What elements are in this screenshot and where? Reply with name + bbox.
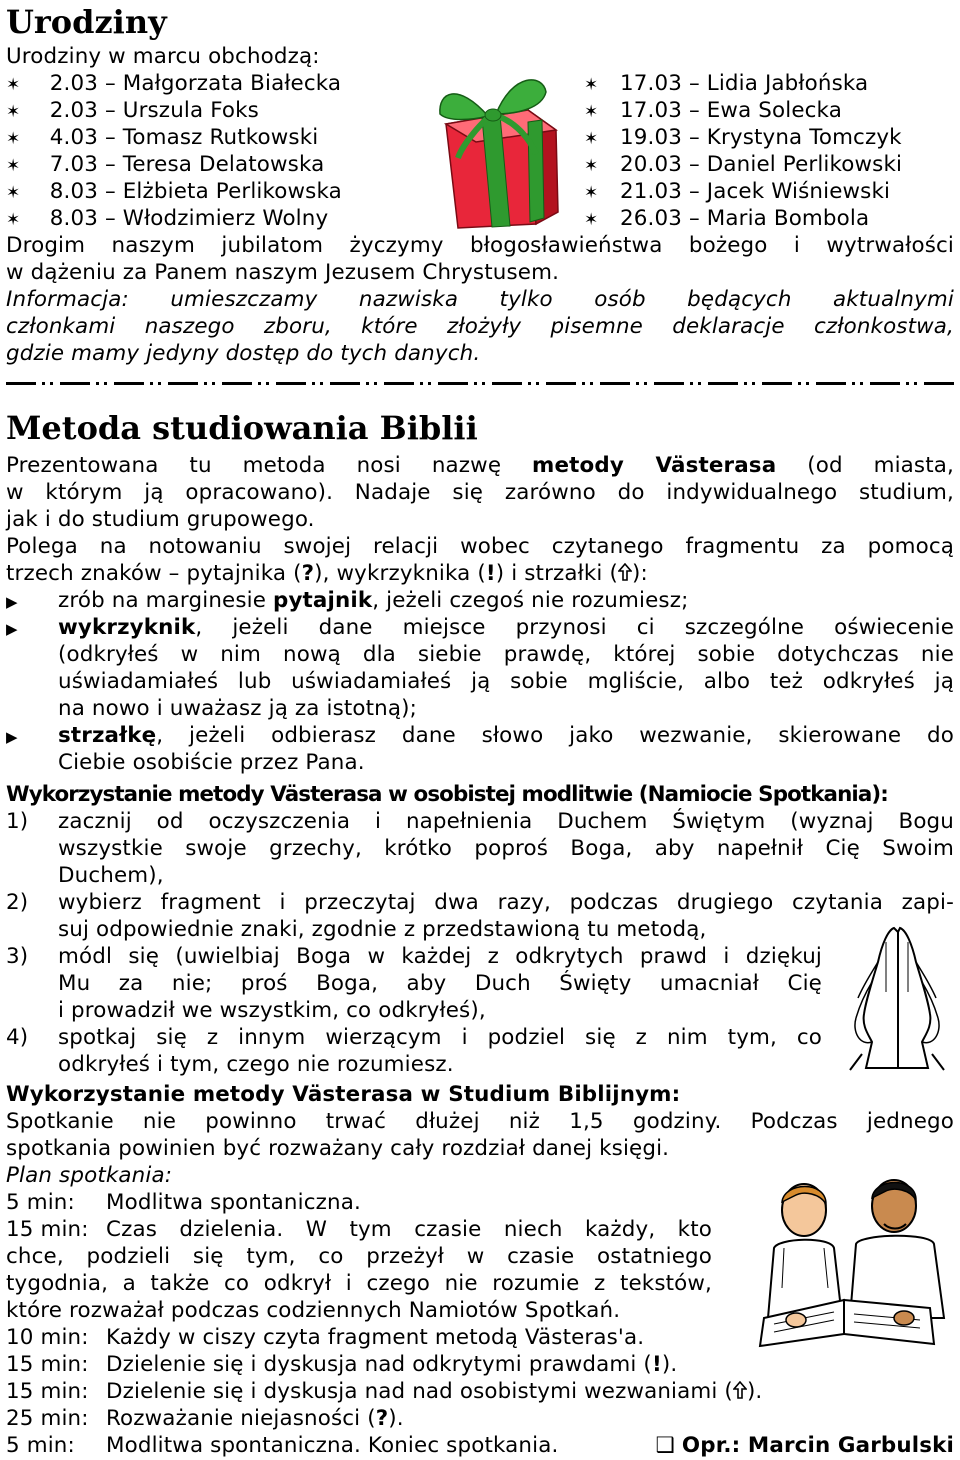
birthday-name: Elżbieta Perlikowska (122, 179, 342, 204)
birthday-date: 26.03 (620, 206, 682, 231)
birthday-name: Maria Bombola (706, 206, 870, 231)
divider-dot (636, 382, 639, 385)
divider-dot (698, 382, 701, 385)
dash: – (688, 179, 700, 204)
birthday-entry (584, 71, 868, 99)
birthdays-intro: Urodziny w marcu obchodzą: (6, 44, 320, 69)
step-line: i prowadził we wszystkim, co odkryłeś), (58, 998, 486, 1023)
dash: – (688, 98, 700, 123)
dash: – (688, 152, 700, 177)
method-paragraph (6, 561, 648, 588)
birthday-entry (6, 206, 328, 234)
text: Prezentowana tu metoda nosi nazwę (6, 453, 533, 478)
divider-dot (528, 382, 531, 385)
step-number: 2) (6, 890, 29, 915)
step-line: módl się (uwielbiaj Boga w każdej z odkrytych prawd i dziękuj (58, 944, 822, 969)
divider-dot (374, 382, 377, 385)
text: , jeżeli dane miejsce przynosi ci szczególne oświecenie (195, 615, 954, 640)
divider-dot (212, 382, 215, 385)
divider-dot (690, 382, 693, 385)
bold-term: strzałkę (58, 723, 157, 748)
plan-text: ). (661, 1352, 678, 1377)
step-number: 1) (6, 809, 29, 834)
birthday-date: 19.03 (620, 125, 682, 150)
step-line: wszystkie swoje grzechy, krótko poproś Boga, aby napełnił Cię Swoim (58, 836, 954, 861)
dash: – (104, 71, 116, 96)
birthday-name: Małgorzata Białecka (122, 71, 342, 96)
divider-dot (312, 382, 315, 385)
divider-dash (6, 382, 36, 385)
birthday-entry (6, 152, 324, 180)
triangle-right-icon: ▶ (6, 728, 18, 746)
plan-item (6, 1352, 677, 1379)
dash: – (104, 125, 116, 150)
bullet-continuation: (odkryłeś w nim nową dla siebie prawdę, której sobie dotychczas nie (58, 642, 954, 667)
divider-dot (590, 382, 593, 385)
divider-dot (860, 382, 863, 385)
bold-term: pytajnik (272, 588, 373, 613)
birthday-entry (584, 152, 902, 180)
divider-dot (744, 382, 747, 385)
plan-heading: Plan spotkania: (6, 1163, 173, 1188)
divider-dot (42, 382, 45, 385)
step-number: 3) (6, 944, 29, 969)
divider-dash (924, 382, 954, 385)
divider-dot (644, 382, 647, 385)
divider-dash (384, 382, 414, 385)
divider-dot (798, 382, 801, 385)
birthday-entry (6, 125, 318, 153)
wishes-line: Drogim naszym jubilatom życzymy błogosławieństwa bożego i wytrwałości (6, 233, 954, 258)
plan-time: 15 min: (6, 1217, 89, 1242)
divider-dot (582, 382, 585, 385)
birthday-entry (584, 98, 842, 126)
plan-text: Dzielenie się i dyskusja nad odkrytymi prawdami ( (106, 1352, 652, 1377)
dash: – (104, 206, 116, 231)
dash: – (688, 206, 700, 231)
divider-dot (914, 382, 917, 385)
divider-dash (600, 382, 630, 385)
birthday-name: Krystyna Tomczyk (706, 125, 902, 150)
text: trzech znaków – pytajnika ( (6, 561, 302, 586)
divider-dot (50, 382, 53, 385)
divider-dash (114, 382, 144, 385)
plan-item (6, 1217, 106, 1244)
star-icon: ✶ (6, 102, 21, 122)
text: , jeżeli czegoś nie rozumiesz; (372, 588, 689, 613)
section-divider (6, 379, 954, 387)
plan-time: 15 min: (6, 1352, 89, 1377)
bullet-item (6, 615, 954, 643)
birthday-name: Jacek Wiśniewski (706, 179, 891, 204)
section-heading: Wykorzystanie metody Västerasa w osobistej modlitwie (Namiocie Spotkania): (6, 782, 888, 807)
divider-dash (708, 382, 738, 385)
praying-hands-icon (842, 922, 954, 1072)
birthday-entry (6, 71, 341, 99)
triangle-right-icon: ▶ (6, 620, 18, 638)
plan-text: ). (746, 1379, 763, 1404)
star-icon: ✶ (584, 210, 599, 230)
divider-dot (420, 382, 423, 385)
info-line: członkami naszego zboru, które złożyły pisemne deklaracje członkostwa, (6, 314, 954, 339)
birthday-date: 2.03 (49, 71, 98, 96)
study-line: spotkania powinien być rozważany cały rozdział danej księgi. (6, 1136, 670, 1161)
birthday-date: 17.03 (620, 71, 682, 96)
birthday-entry (6, 179, 342, 207)
bullet-item (6, 723, 954, 751)
readers-icon (734, 1168, 954, 1353)
text: ) i strzałki ( (495, 561, 618, 586)
text: , jeżeli odbierasz dane słowo jako wezwanie, skierowane do (156, 723, 954, 748)
text: (od miasta, (776, 453, 954, 478)
birthday-date: 8.03 (49, 206, 98, 231)
divider-dash (222, 382, 252, 385)
plan-time: 5 min: (6, 1190, 75, 1215)
divider-dot (158, 382, 161, 385)
divider-dot (204, 382, 207, 385)
divider-dash (492, 382, 522, 385)
step-line: Mu za nie; proś Boga, aby Duch Święty umacniał Cię (58, 971, 822, 996)
birthday-entry (6, 98, 259, 126)
gift-icon (418, 62, 568, 232)
up-arrow-icon (733, 1381, 747, 1399)
plan-time: 25 min: (6, 1406, 89, 1431)
text: ): (631, 561, 648, 586)
step-line: odkryłeś i tym, czego nie rozumiesz. (58, 1052, 454, 1077)
plan-time: 5 min: (6, 1433, 75, 1458)
birthday-date: 2.03 (49, 98, 98, 123)
divider-dot (806, 382, 809, 385)
triangle-right-icon: ▶ (6, 593, 18, 611)
birthday-date: 4.03 (49, 125, 98, 150)
bullet-continuation: Ciebie osobiście przez Pana. (58, 750, 365, 775)
question-mark: ? (301, 561, 315, 586)
divider-dash (546, 382, 576, 385)
divider-dot (266, 382, 269, 385)
divider-dot (320, 382, 323, 385)
divider-dot (474, 382, 477, 385)
birthday-date: 17.03 (620, 98, 682, 123)
birthday-entry (584, 125, 902, 153)
star-icon: ✶ (6, 75, 21, 95)
divider-dash (762, 382, 792, 385)
birthday-date: 21.03 (620, 179, 682, 204)
method-paragraph: w którym ją opracowano). Nadaje się zarówno do indywidualnego studium, (6, 480, 954, 505)
author-name: Opr.: Marcin Garbulski (681, 1433, 954, 1458)
dash: – (104, 179, 116, 204)
divider-dot (258, 382, 261, 385)
star-icon: ✶ (584, 183, 599, 203)
dash: – (688, 71, 700, 96)
divider-dash (816, 382, 846, 385)
birthday-date: 8.03 (49, 179, 98, 204)
star-icon: ✶ (584, 75, 599, 95)
section-heading: Wykorzystanie metody Västerasa w Studium Biblijnym: (6, 1082, 681, 1107)
birthday-name: Włodzimierz Wolny (122, 206, 329, 231)
step-number: 4) (6, 1025, 29, 1050)
plan-item (6, 1379, 762, 1406)
bold-term: wykrzyknik (58, 615, 196, 640)
plan-text: tygodnia, a także co odkrył i czego nie rozumie z tekstów, (6, 1271, 712, 1296)
divider-dash (654, 382, 684, 385)
birthday-entry (584, 179, 890, 207)
birthday-date: 7.03 (49, 152, 98, 177)
plan-item (6, 1433, 558, 1460)
method-paragraph: jak i do studium grupowego. (6, 507, 315, 532)
plan-text: Modlitwa spontaniczna. (106, 1190, 361, 1215)
star-icon: ✶ (584, 102, 599, 122)
birthday-name: Teresa Delatowska (122, 152, 325, 177)
plan-text: Rozważanie niejasności ( (106, 1406, 376, 1431)
text: ), wykrzyknika ( (314, 561, 486, 586)
method-paragraph (6, 453, 954, 480)
step-line: Duchem), (58, 863, 164, 888)
bullet-continuation: na nowo i uważasz ją za istotną); (58, 696, 418, 721)
divider-dash (168, 382, 198, 385)
wishes-line: w dążeniu za Panem naszym Jezusem Chrystusem. (6, 260, 560, 285)
divider-dot (536, 382, 539, 385)
divider-dot (428, 382, 431, 385)
plan-item (6, 1325, 644, 1352)
bullet-item (6, 588, 688, 616)
divider-dot (150, 382, 153, 385)
step-line: suj odpowiednie znaki, zgodnie z przedstawioną tu metodą, (58, 917, 707, 942)
info-line: Informacja: umieszczamy nazwiska tylko osób będących aktualnymi (6, 287, 954, 312)
step-line: spotkaj się z innym wierzącym i podziel się z nim tym, co (58, 1025, 822, 1050)
plan-text: Czas dzielenia. W tym czasie niech każdy, kto (106, 1217, 712, 1242)
divider-dash (438, 382, 468, 385)
plan-item (6, 1406, 404, 1433)
divider-dash (870, 382, 900, 385)
birthday-entry (584, 206, 869, 234)
divider-dot (852, 382, 855, 385)
divider-dash (276, 382, 306, 385)
birthday-name: Daniel Perlikowski (706, 152, 903, 177)
birthday-name: Ewa Solecka (706, 98, 842, 123)
divider-dot (482, 382, 485, 385)
divider-dash (330, 382, 360, 385)
question-mark: ? (375, 1406, 389, 1431)
divider-dot (752, 382, 755, 385)
plan-text: chce, podzieli się tym, co przeżył w czasie ostatniego (6, 1244, 712, 1269)
empty-square-icon: ❑ (655, 1433, 682, 1458)
exclamation-mark: ! (485, 561, 496, 586)
dash: – (688, 125, 700, 150)
method-name: metody Västerasa (532, 453, 777, 478)
dash: – (104, 98, 116, 123)
exclamation-mark: ! (651, 1352, 662, 1377)
bullet-continuation: uświadamiałeś lub uświadamiałeś ją sobie mgliście, albo też odkryłeś ją (58, 669, 954, 694)
divider-dash (60, 382, 90, 385)
info-line: gdzie mamy jedyny dostęp do tych danych. (6, 341, 481, 366)
divider-dot (906, 382, 909, 385)
plan-text: Dzielenie się i dyskusja nad nad osobistymi wezwaniami ( (106, 1379, 733, 1404)
birthday-name: Tomasz Rutkowski (122, 125, 319, 150)
divider-dot (96, 382, 99, 385)
star-icon: ✶ (6, 210, 21, 230)
step-line: zacznij od oczyszczenia i napełnienia Duchem Świętym (wyznaj Bogu (58, 809, 954, 834)
study-line: Spotkanie nie powinno trwać dłużej niż 1,5 godziny. Podczas jednego (6, 1109, 954, 1134)
text: zrób na marginesie (58, 588, 273, 613)
plan-item (6, 1190, 361, 1217)
star-icon: ✶ (6, 183, 21, 203)
plan-time: 15 min: (6, 1379, 89, 1404)
step-line: wybierz fragment i przeczytaj dwa razy, podczas drugiego czytania zapi- (58, 890, 954, 915)
dash: – (104, 152, 116, 177)
plan-text: ). (388, 1406, 404, 1431)
star-icon: ✶ (6, 156, 21, 176)
up-arrow-icon (618, 563, 632, 581)
divider-dot (366, 382, 369, 385)
birthday-name: Lidia Jabłońska (706, 71, 869, 96)
method-paragraph: Polega na notowaniu swojej relacji wobec czytanego fragmentu za pomocą (6, 534, 954, 559)
plan-text: Każdy w ciszy czyta fragment metodą Västeras'a. (106, 1325, 645, 1350)
plan-text: Modlitwa spontaniczna. Koniec spotkania. (106, 1433, 559, 1458)
plan-text: które rozważał podczas codziennych Namiotów Spotkań. (6, 1298, 621, 1323)
method-title: Metoda studiowania Biblii (6, 409, 478, 447)
birthdays-title: Urodziny (6, 3, 167, 41)
plan-time: 10 min: (6, 1325, 89, 1350)
divider-dot (104, 382, 107, 385)
birthday-name: Urszula Foks (122, 98, 259, 123)
star-icon: ✶ (6, 129, 21, 149)
author-credit (656, 1433, 954, 1460)
birthday-date: 20.03 (620, 152, 682, 177)
star-icon: ✶ (584, 156, 599, 176)
star-icon: ✶ (584, 129, 599, 149)
